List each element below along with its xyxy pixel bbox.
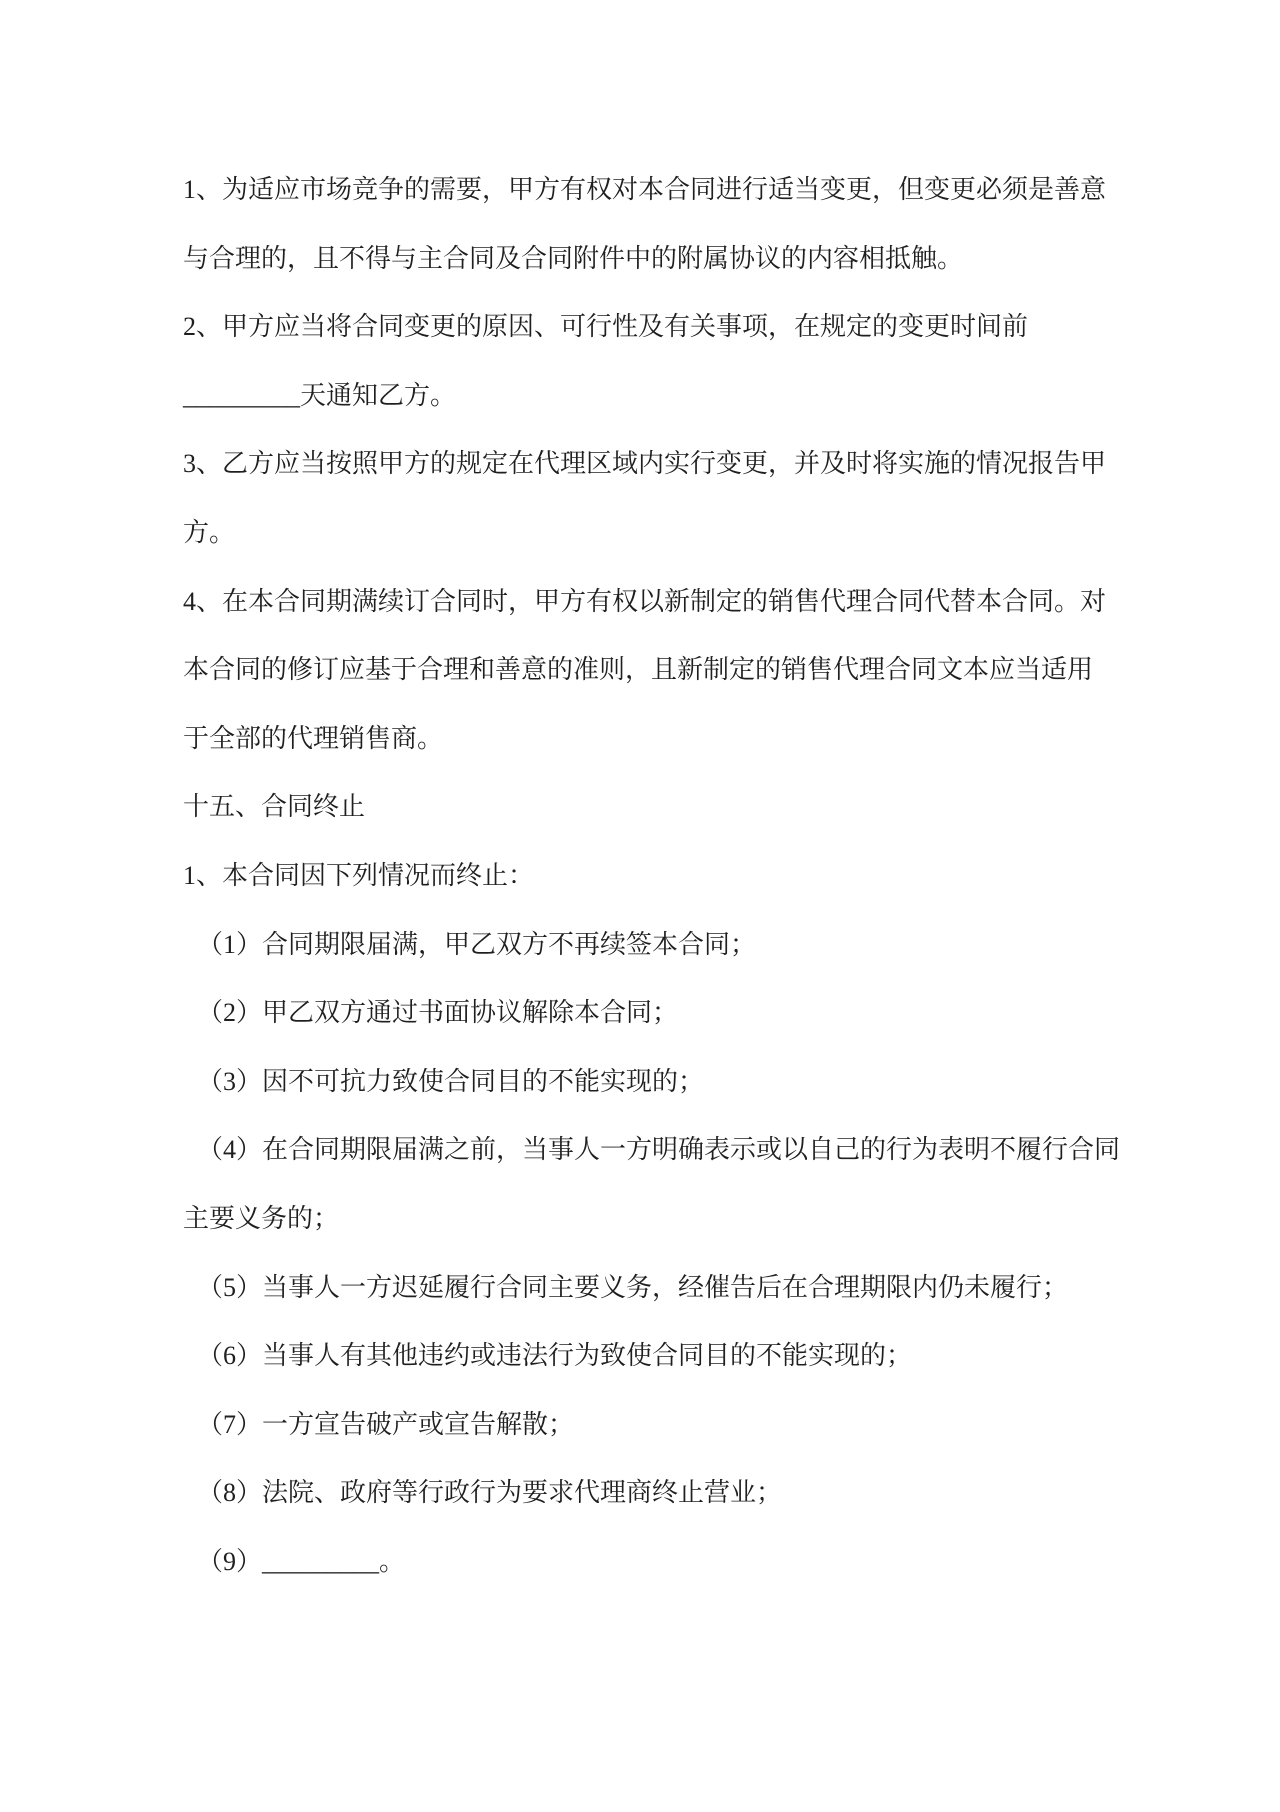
termination-item-6: （6）当事人有其他违约或违法行为致使合同目的不能实现的； [197,1341,913,1371]
clause-line-7: 4、在本合同期满续订合同时，甲方有权以新制定的销售代理合同代替本合同。对 [183,586,1107,616]
termination-item-4: （4）在合同期限届满之前，当事人一方明确表示或以自己的行为表明不履行合同 [197,1135,1121,1165]
termination-item-4-continuation: 主要义务的； [183,1203,340,1233]
clause-line-2: 与合理的，且不得与主合同及合同附件中的附属协议的内容相抵触。 [183,243,964,273]
termination-item-2: （2）甲乙双方通过书面协议解除本合同； [197,998,679,1028]
clause-line-4-blank-field: _________天通知乙方。 [183,380,457,410]
clause-line-8: 本合同的修订应基于合理和善意的准则，且新制定的销售代理合同文本应当适用 [183,655,1094,685]
document-body [183,156,1180,1596]
section-heading-15: 十五、合同终止 [183,792,366,822]
termination-item-3: （3）因不可抗力致使合同目的不能实现的； [197,1066,705,1096]
termination-item-8: （8）法院、政府等行政行为要求代理商终止营业； [197,1478,783,1508]
clause-line-11: 1、本合同因下列情况而终止： [183,860,535,890]
clause-line-1: 1、为适应市场竞争的需要，甲方有权对本合同进行适当变更，但变更必须是善意 [183,175,1107,204]
termination-item-7: （7）一方宣告破产或宣告解散； [197,1409,575,1439]
clause-line-6: 方。 [183,517,236,547]
termination-item-5: （5）当事人一方迟延履行合同主要义务，经催告后在合理期限内仍未履行； [197,1272,1069,1302]
clause-line-9: 于全部的代理销售商。 [183,723,444,753]
clause-line-5: 3、乙方应当按照甲方的规定在代理区域内实行变更，并及时将实施的情况报告甲 [183,449,1107,479]
termination-item-1: （1）合同期限届满，甲乙双方不再续签本合同； [197,929,757,959]
termination-item-9-blank-field: （9）_________。 [197,1546,406,1576]
clause-line-3: 2、甲方应当将合同变更的原因、可行性及有关事项，在规定的变更时间前 [183,312,1029,342]
